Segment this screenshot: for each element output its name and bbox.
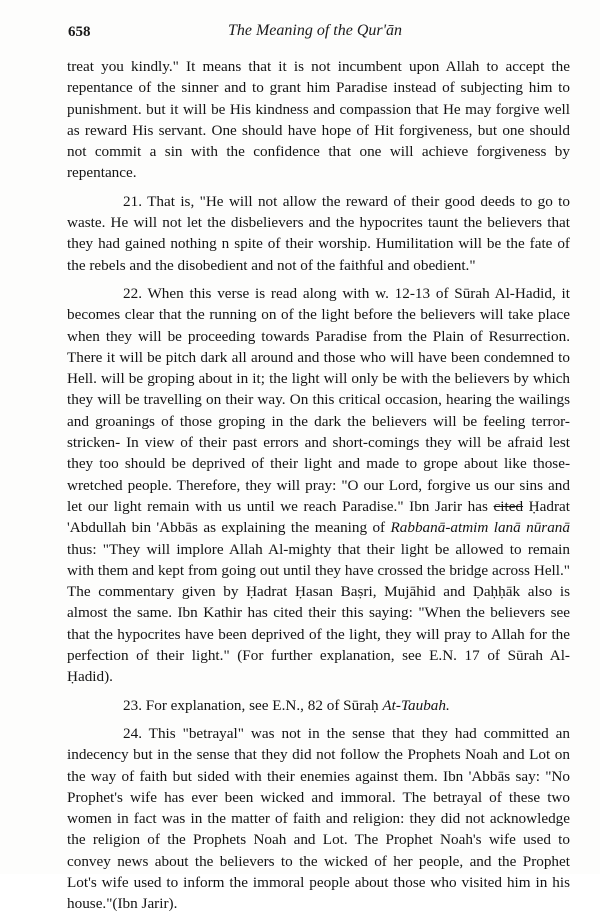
text-line: let our light remain with us until we reach Paradise." Ibn Jarir has cited Ḥadrat — [67, 497, 571, 515]
text-line: waste. He will not let the disbelievers and the hypocrites taunt the believers that — [67, 214, 570, 232]
text-line: with them and kept from going out until they have crossed the bridge across Hell." — [67, 561, 570, 579]
text-line: 24. This "betrayal" was not in the sense that they had committed an — [123, 724, 570, 742]
text-line: convey news about the believers to the wicked of her people, and the Prophet — [67, 852, 570, 870]
text-line: they too should be deprived of their light and made to grope about like those- — [67, 455, 570, 473]
text-line: Lot's wife used to inform the immoral people about those who visited him in his — [67, 873, 570, 891]
text-line: stricken- In view of their past errors and short-comings they will be afraid lest — [67, 434, 570, 452]
text-line: repentance. — [67, 164, 137, 182]
text-line: 22. When this verse is read along with w. 12-13 of Sūrah Al-Hadid, it — [123, 284, 570, 302]
text-line: 21. That is, "He will not allow the reward of their good deeds to go to — [123, 192, 570, 210]
text-line: almost the same. Ibn Kathir has cited their this saying: "When the believers see — [67, 604, 570, 622]
text-line: and groanings of those groping in the dark the believers will be feeling terror- — [67, 412, 570, 430]
running-title: The Meaning of the Qur'ān — [227, 22, 403, 39]
struck-word: cited — [493, 497, 524, 515]
footnote-22 — [67, 283, 570, 688]
text-line: indecency but in the sense that they did not follow the Prophets Noah and Lot on — [67, 746, 570, 764]
text-line: There it will be pitch dark all around and those who will have been condemned to — [67, 348, 570, 366]
text-line: perfection of their light." (For further explanation, see E.N. 17 of Sūrah Al- — [67, 647, 570, 665]
text-line: the way of faith but sided with their enemies against them. Ibn 'Abbās say: "No — [67, 767, 570, 785]
text-line: house."(Ibn Jarir). — [67, 895, 178, 913]
text-line: women in fact was in the matter of faith and religion: they did not acknowledge — [67, 810, 570, 828]
text-line: punishment. but it will be His kindness and compassion that He may forgive well — [67, 100, 570, 118]
text-line: as reward His servant. One should have hope of Hit forgiveness, but one should — [67, 121, 570, 139]
text-line: Hell. will be groping about in it; the light will only be with the believers by which — [67, 370, 570, 388]
text-line: they will be travelling on their way. On this critical occasion, hearing the wailings — [67, 391, 570, 409]
text-line: The commentary given by Ḥadrat Ḥasan Baṣri, Mujāhid and Ḍaḥḥāk also is — [67, 583, 570, 601]
text-line: becomes clear that the running on of the light before the believers will take place — [67, 306, 570, 324]
text-line: 23. For explanation, see E.N., 82 of Sūraḥ At-Taubah. — [123, 696, 450, 714]
text-line: thus: "They will implore Allah Al-mighty that their light be allowed to remain — [67, 540, 570, 558]
page-number: 658 — [68, 24, 91, 40]
text-line: repentance of the sinner and to grant him Paradise instead of subjecting him to — [67, 79, 570, 97]
text-line: that the hypocrites have been deprived of the light, they will pray to Allah for the — [67, 625, 570, 643]
text-line: the religion of the Prophets Noah and Lot. The Prophet Noah's wife used to — [67, 831, 570, 849]
body-text — [67, 56, 570, 922]
text-line: Ḥadid). — [67, 668, 113, 686]
italic-term: At-Taubah. — [382, 696, 450, 714]
text-line: wretched people. Therefore, they will pray: "O our Lord, forgive us our sins and — [67, 476, 570, 494]
text-line: Prophet's wife has ever been wicked and immoral. The betrayal of these two — [67, 788, 570, 806]
footnote-21 — [67, 191, 570, 276]
italic-term: Rabbanā-atmim lanā nūranā — [390, 519, 570, 537]
text-line: they had gained nothing n spite of their worship. Humilitation will be the fate of — [67, 235, 570, 253]
text-line: treat you kindly." It means that it is not incumbent upon Allah to accept the — [67, 58, 570, 75]
footnote-23 — [67, 695, 570, 716]
text-line: when they will be proceeding towards Paradise from the Plain of Resurrection. — [67, 327, 570, 345]
footnote-24 — [67, 723, 570, 915]
paragraph-continuation — [67, 56, 570, 184]
text-line: not commit a sin with the confidence that one will achieve forgiveness by — [67, 143, 570, 161]
text-line: 'Abdullah bin 'Abbās as explaining the meaning of Rabbanā-atmim lanā nūranā — [67, 519, 570, 537]
text-line: the rebels and the disobedient and not of the faithful and obedient." — [67, 256, 476, 274]
